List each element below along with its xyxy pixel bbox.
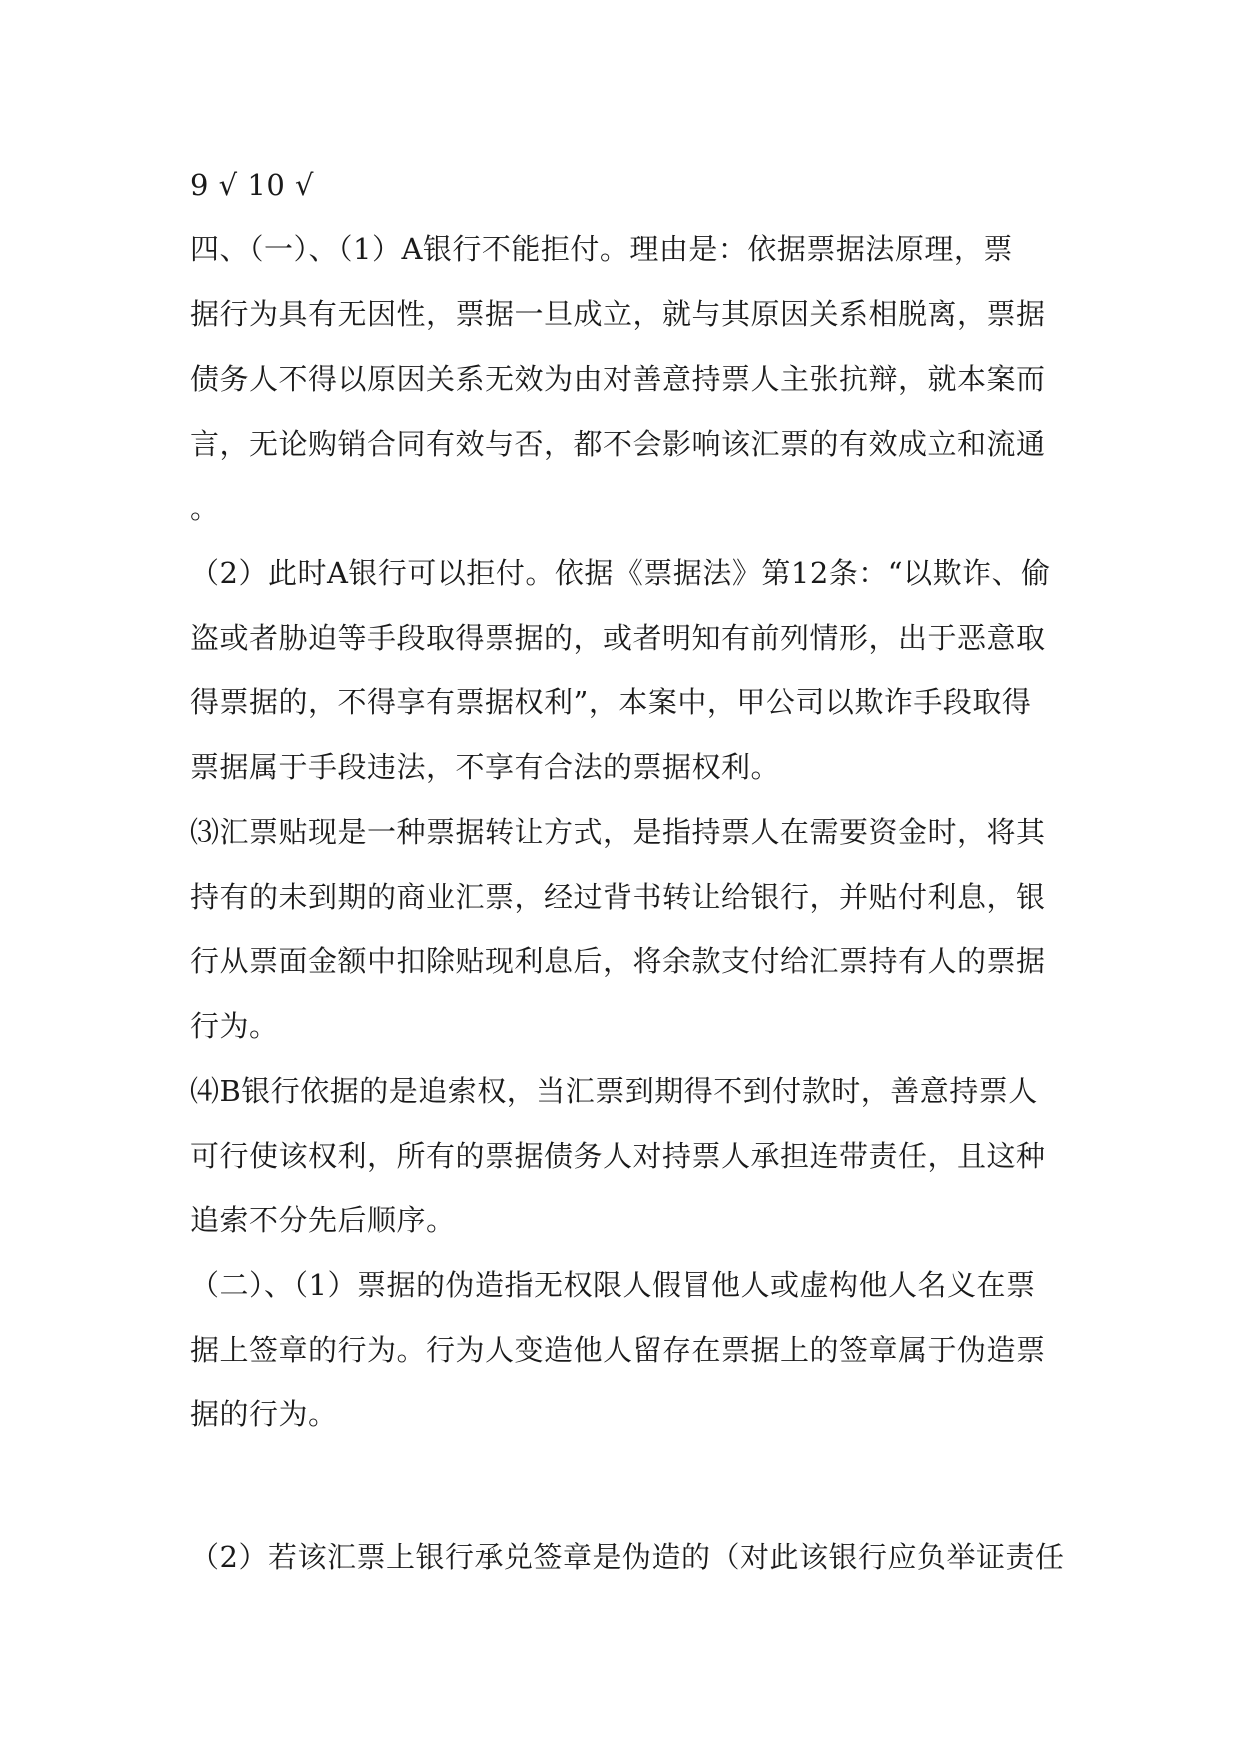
answer-line-9-10: 9 √ 10 √ — [190, 168, 314, 202]
text-line: 行为。 — [190, 1009, 279, 1043]
text-line: （2）若该汇票上银行承兑签章是伪造的（对此该银行应负举证责任 — [190, 1540, 1065, 1574]
text-line: 得票据的，不得享有票据权利”，本案中，甲公司以欺诈手段取得 — [190, 685, 1032, 719]
text-line: 据上签章的行为。行为人变造他人留存在票据上的签章属于伪造票 — [190, 1333, 1046, 1367]
text-line: 言，无论购销合同有效与否，都不会影响该汇票的有效成立和流通 — [190, 427, 1046, 461]
text-line: 据行为具有无因性，票据一旦成立，就与其原因关系相脱离，票据 — [190, 297, 1046, 331]
text-line: 盗或者胁迫等手段取得票据的，或者明知有前列情形，出于恶意取 — [190, 621, 1046, 655]
text-line: 四、（一）、（1）A银行不能拒付。理由是：依据票据法原理，票 — [190, 232, 1013, 266]
text-line: ⑷B银行依据的是追索权，当汇票到期得不到付款时，善意持票人 — [190, 1074, 1038, 1108]
text-line: 据的行为。 — [190, 1397, 338, 1431]
text-line: 持有的未到期的商业汇票，经过背书转让给银行，并贴付利息，银 — [190, 880, 1046, 914]
text-line: 追索不分先后顺序。 — [190, 1203, 456, 1237]
text-line: 债务人不得以原因关系无效为由对善意持票人主张抗辩，就本案而 — [190, 362, 1046, 396]
text-line: 行从票面金额中扣除贴现利息后，将余款支付给汇票持有人的票据 — [190, 944, 1046, 978]
text-line: （二）、（1）票据的伪造指无权限人假冒他人或虚构他人名义在票 — [190, 1268, 1036, 1302]
text-line: ⑶汇票贴现是一种票据转让方式，是指持票人在需要资金时，将其 — [190, 815, 1046, 849]
text-line: 票据属于手段违法，不享有合法的票据权利。 — [190, 750, 781, 784]
text-line: 。 — [190, 491, 220, 525]
text-line: 可行使该权利，所有的票据债务人对持票人承担连带责任，且这种 — [190, 1139, 1046, 1173]
text-line: （2）此时A银行可以拒付。依据《票据法》第12条：“以欺诈、偷 — [190, 556, 1051, 590]
